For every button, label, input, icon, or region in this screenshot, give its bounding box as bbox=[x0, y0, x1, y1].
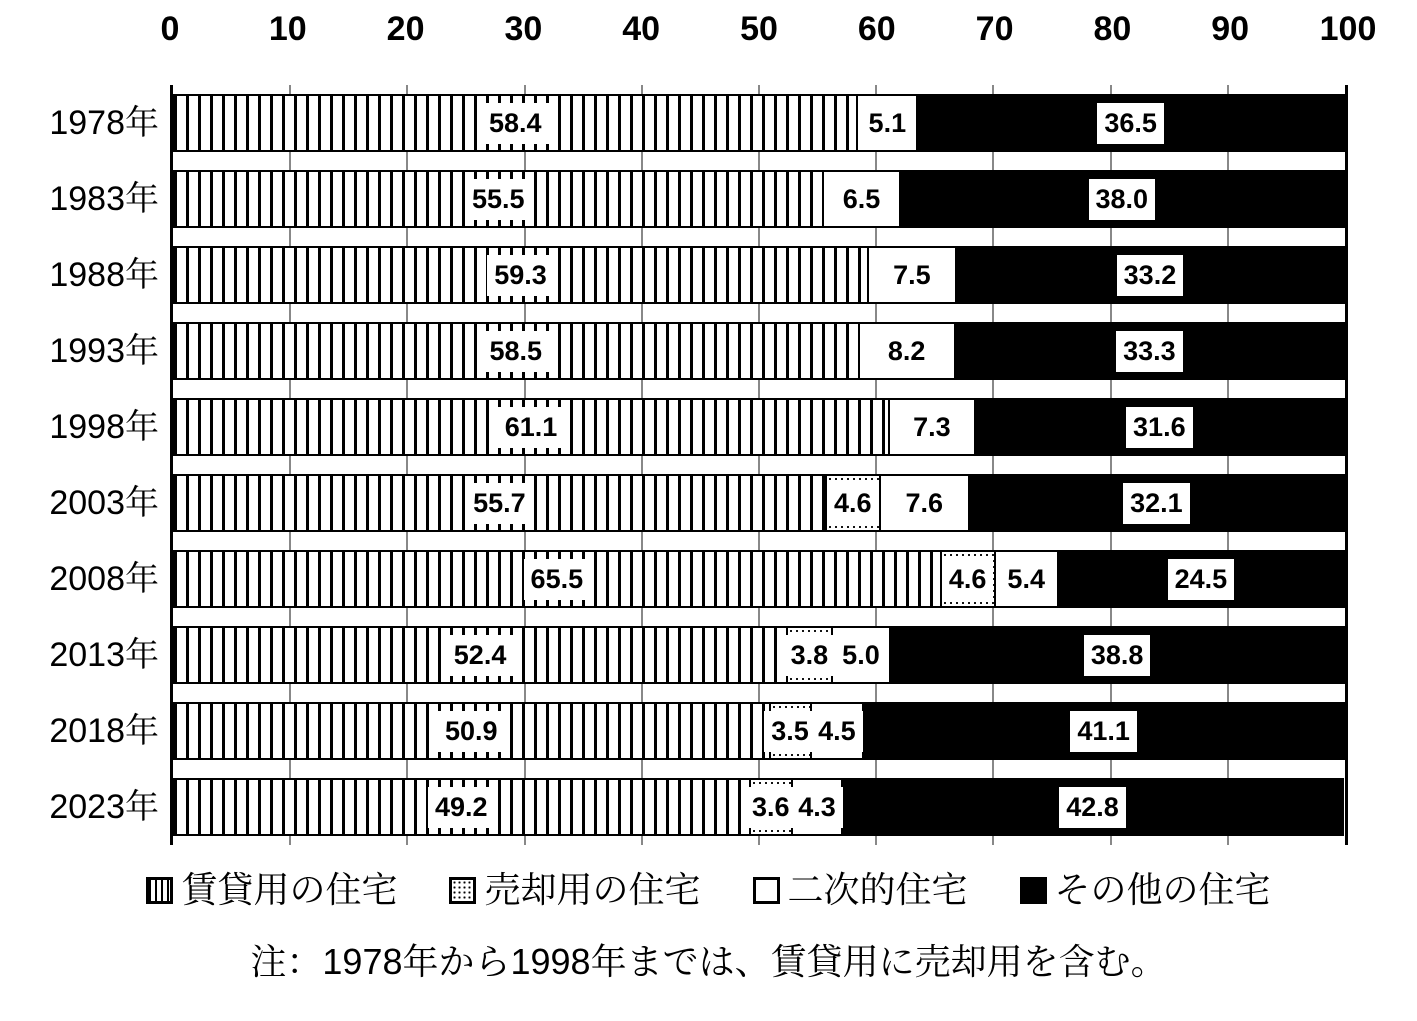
x-axis-tick-label: 100 bbox=[1319, 10, 1377, 48]
x-axis-tick-label: 10 bbox=[268, 10, 307, 48]
chart-row bbox=[49, 702, 1345, 760]
x-axis-tick-label: 30 bbox=[504, 10, 543, 48]
bar-value-label: 50.9 bbox=[438, 711, 505, 752]
legend-label: その他の住宅 bbox=[1054, 869, 1271, 910]
y-axis-category-label: 1993年 bbox=[49, 332, 159, 370]
bar-segment bbox=[173, 702, 770, 760]
legend-swatch-icon bbox=[146, 877, 173, 904]
bar-segment bbox=[975, 398, 1345, 456]
y-axis-category-label: 1988年 bbox=[49, 256, 159, 294]
bar-value-label: 49.2 bbox=[428, 787, 495, 828]
x-axis-tick-label: 60 bbox=[857, 10, 896, 48]
y-axis-category-label: 2013年 bbox=[49, 636, 159, 674]
bar-segment bbox=[811, 702, 864, 760]
bar-segment bbox=[173, 626, 787, 684]
chart-row bbox=[49, 550, 1345, 608]
bar-segment bbox=[969, 474, 1345, 532]
bar-segment bbox=[868, 246, 956, 304]
bar-segment bbox=[880, 474, 969, 532]
x-axis-tick-label: 40 bbox=[622, 10, 661, 48]
bar-segment bbox=[787, 626, 832, 684]
bar-value-label: 7.6 bbox=[898, 483, 950, 524]
bar-segment bbox=[173, 398, 889, 456]
bar-value-label: 55.7 bbox=[466, 483, 533, 524]
legend-label: 売却用の住宅 bbox=[484, 869, 701, 910]
bar-segment bbox=[792, 778, 842, 836]
bar-segment bbox=[770, 702, 811, 760]
y-axis-category-label: 1978年 bbox=[49, 104, 159, 142]
bar-segment bbox=[956, 246, 1345, 304]
bar-segment bbox=[995, 550, 1058, 608]
x-axis-tick-label: 0 bbox=[160, 10, 180, 48]
bar-value-label: 3.5 bbox=[764, 711, 816, 752]
bar-segment bbox=[173, 170, 823, 228]
bar-segment bbox=[826, 474, 880, 532]
bar-value-label: 32.1 bbox=[1123, 483, 1190, 524]
y-axis-category-label: 2018年 bbox=[49, 712, 159, 750]
bar-segment bbox=[890, 626, 1345, 684]
bar-segment bbox=[173, 778, 750, 836]
bar-value-label: 24.5 bbox=[1168, 559, 1235, 600]
bar-segment bbox=[900, 170, 1345, 228]
bar-segment bbox=[857, 94, 917, 152]
bar-value-label: 65.5 bbox=[524, 559, 591, 600]
y-axis-category-label: 2023年 bbox=[49, 788, 159, 826]
bar-segment bbox=[750, 778, 792, 836]
chart-row bbox=[49, 626, 1345, 684]
bar-segment bbox=[173, 246, 868, 304]
x-axis-tick-label: 20 bbox=[386, 10, 425, 48]
chart-note: 注：1978年から1998年までは、賃貸用に売却用を含む。 bbox=[250, 941, 1167, 982]
chart-row bbox=[49, 170, 1345, 228]
bar-segment bbox=[941, 550, 995, 608]
legend-item bbox=[753, 868, 968, 912]
bar-value-label: 42.8 bbox=[1059, 787, 1126, 828]
bar-value-label: 38.0 bbox=[1089, 179, 1156, 220]
bar-value-label: 5.4 bbox=[1000, 559, 1052, 600]
bar-value-label: 7.3 bbox=[906, 407, 958, 448]
bar-segment bbox=[917, 94, 1345, 152]
bar-value-label: 33.3 bbox=[1116, 331, 1183, 372]
bar-value-label: 4.6 bbox=[942, 559, 994, 600]
bar-value-label: 4.5 bbox=[811, 711, 863, 752]
legend-label: 二次的住宅 bbox=[787, 869, 968, 910]
bar-value-label: 58.4 bbox=[482, 103, 549, 144]
chart-row bbox=[49, 322, 1345, 380]
bar-value-label: 55.5 bbox=[465, 179, 532, 220]
bar-value-label: 41.1 bbox=[1070, 711, 1137, 752]
y-axis-category-label: 1983年 bbox=[49, 180, 159, 218]
x-axis-tick-label: 50 bbox=[740, 10, 778, 48]
bar-value-label: 36.5 bbox=[1097, 103, 1164, 144]
legend-label: 賃貸用の住宅 bbox=[181, 869, 398, 910]
bar-segment bbox=[842, 778, 1344, 836]
chart-row bbox=[49, 778, 1345, 836]
bar-segment bbox=[955, 322, 1345, 380]
x-axis-tick-label: 90 bbox=[1211, 10, 1250, 48]
bar-segment bbox=[889, 398, 975, 456]
bar-value-label: 52.4 bbox=[447, 635, 514, 676]
y-axis-category-label: 1998年 bbox=[49, 408, 159, 446]
legend-item bbox=[449, 868, 700, 912]
bar-segment bbox=[173, 94, 857, 152]
legend-item bbox=[146, 868, 397, 912]
bar-segment bbox=[173, 322, 859, 380]
legend-swatch-icon bbox=[449, 877, 476, 904]
bar-value-label: 59.3 bbox=[487, 255, 554, 296]
bar-value-label: 61.1 bbox=[498, 407, 565, 448]
bar-segment bbox=[173, 550, 941, 608]
plot-area bbox=[49, 85, 1348, 845]
y-axis-category-label: 2003年 bbox=[49, 484, 159, 522]
bar-value-label: 38.8 bbox=[1084, 635, 1151, 676]
legend-swatch-icon bbox=[1020, 877, 1047, 904]
x-axis-tick-label: 80 bbox=[1093, 10, 1132, 48]
chart-row bbox=[49, 398, 1345, 456]
bar-value-label: 8.2 bbox=[881, 331, 933, 372]
bar-value-label: 7.5 bbox=[886, 255, 938, 296]
y-axis-category-label: 2008年 bbox=[49, 560, 159, 598]
bar-segment bbox=[173, 474, 826, 532]
bar-value-label: 4.3 bbox=[791, 787, 843, 828]
bar-value-label: 6.5 bbox=[836, 179, 888, 220]
bar-value-label: 58.5 bbox=[483, 331, 550, 372]
legend-swatch-icon bbox=[753, 877, 780, 904]
bar-value-label: 5.0 bbox=[835, 635, 887, 676]
bar-segment bbox=[1058, 550, 1345, 608]
chart-row bbox=[49, 94, 1345, 152]
bar-segment bbox=[859, 322, 955, 380]
bar-segment bbox=[823, 170, 899, 228]
bar-value-label: 31.6 bbox=[1126, 407, 1193, 448]
x-axis-tick-labels bbox=[160, 8, 1377, 58]
legend-item bbox=[1020, 868, 1271, 912]
chart-legend bbox=[0, 868, 1417, 912]
bar-value-label: 33.2 bbox=[1117, 255, 1184, 296]
bar-value-label: 5.1 bbox=[862, 103, 914, 144]
bar-value-label: 3.8 bbox=[784, 635, 836, 676]
bar-value-label: 3.6 bbox=[745, 787, 797, 828]
bar-value-label: 4.6 bbox=[827, 483, 879, 524]
x-axis-tick-label: 70 bbox=[975, 10, 1014, 48]
bar-segment bbox=[863, 702, 1345, 760]
chart-row bbox=[49, 474, 1345, 532]
chart-row bbox=[49, 246, 1345, 304]
bar-segment bbox=[832, 626, 891, 684]
